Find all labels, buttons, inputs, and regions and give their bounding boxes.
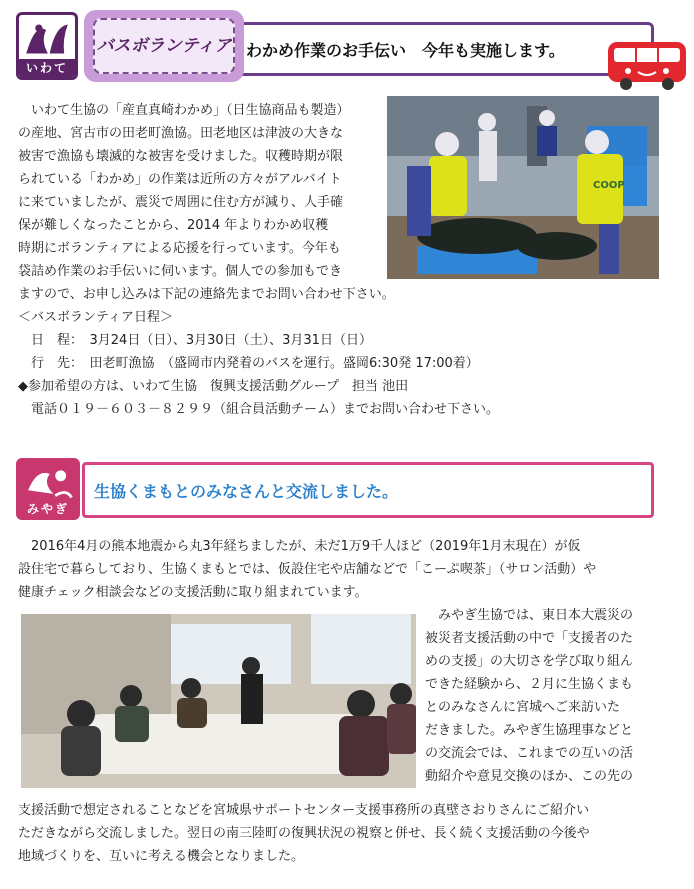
- miyagi-logo-label: みやぎ: [19, 501, 77, 517]
- paragraph-line: の産地、宮古市の田老町漁協。田老地区は津波の大きな: [18, 126, 344, 141]
- iwate-logo-label: いわて: [19, 59, 75, 77]
- closing-line: 地域づくりを、互いに考える機会となりました。: [18, 849, 305, 864]
- paragraph-line: いわて生協の「産直真崎わかめ」（日生協商品も製造）: [18, 103, 350, 118]
- paragraph-line: ますので、お申し込みは下記の連絡先までお問い合わせ下さい。: [18, 287, 395, 302]
- side-line: とのみなさんに宮城へご来訪いた: [425, 700, 621, 715]
- side-line: 被災者支援活動の中で「支援者のた: [425, 631, 634, 646]
- photo-vest-label: COOP: [593, 180, 625, 191]
- section2-title: 生協くまもとのみなさんと交流しました。: [94, 482, 399, 501]
- schedule-destination: 行 先： 田老町漁協 （盛岡市内発着のバスを運行。盛岡6:30発 17:00着）: [18, 356, 479, 371]
- side-line: だきました。みやぎ生協理事などと: [425, 723, 634, 738]
- side-line: みやぎ生協では、東日本大震災の: [425, 608, 634, 623]
- intro-line: 設住宅で暮らしており、生協くまもとでは、仮設住宅や店舗などで「こーぷ喫茶」（サロン活動）や: [18, 562, 597, 577]
- side-line: の交流会では、これまでの互いの活: [425, 746, 634, 761]
- bus-volunteer-tag: バスボランティア: [93, 18, 235, 74]
- miyagi-emblem-icon: [19, 461, 77, 505]
- closing-line: 支援活動で想定されることなどを宮城県サポートセンター支援事務所の真壁さおりさんにご紹介い: [18, 803, 590, 818]
- paragraph-line: 袋詰め作業のお手伝いに伺います。個人での参加もでき: [18, 264, 342, 279]
- side-line: できた経験から、２月に生協くまも: [425, 677, 634, 692]
- intro-line: 2016年4月の熊本地震から丸3年経ちましたが、未だ1万9千人ほど（2019年1月末現在）が仮: [18, 539, 581, 554]
- contact-phone: 電話０１９－６０３－８２９９（組合員活動チーム）までお問い合わせ下さい。: [18, 402, 500, 417]
- paragraph-line: 被害で漁協も壊滅的な被害を受けました。収穫時期が限: [18, 149, 344, 164]
- section2-side-text: [425, 604, 633, 788]
- side-line: 動紹介や意見交換のほか、この先の: [425, 769, 634, 784]
- iwate-emblem-icon: [19, 15, 75, 63]
- paragraph-line: 保が難しくなったことから、2014 年よりわかめ収穫: [18, 218, 329, 233]
- schedule-dates: 日 程： 3月24日（日）、3月30日（土）、3月31日（日）: [18, 333, 372, 348]
- intro-line: 健康チェック相談会などの支援活動に取り組まれています。: [18, 585, 368, 600]
- wakame-work-photo: [387, 96, 659, 279]
- section2-closing: [18, 799, 590, 868]
- contact-line: ◆参加希望の方は、いわて生協 復興支援活動グループ 担当 池田: [18, 379, 409, 394]
- paragraph-line: に来ていましたが、震災で周囲に住む方が減り、人手確: [18, 195, 344, 210]
- paragraph-line: られている「わかめ」の作業は近所の方々がアルバイト: [18, 172, 342, 187]
- iwate-logo: [16, 12, 78, 80]
- schedule-heading: ＜バスボランティア日程＞: [18, 310, 173, 325]
- section1-title: わかめ作業のお手伝い 今年も実施します。: [246, 41, 565, 60]
- closing-line: ただきながら交流しました。翌日の南三陸町の復興状況の視察と併せ、長く続く支援活動の今後や: [18, 826, 590, 841]
- paragraph-line: 時期にボランティアによる応援を行っています。今年も: [18, 241, 341, 256]
- miyagi-logo: [16, 458, 80, 520]
- exchange-meeting-photo: [21, 614, 416, 788]
- bus-icon: [604, 36, 690, 92]
- section2-intro: [18, 535, 596, 604]
- side-line: めの支援」の大切さを学び取り組ん: [425, 654, 634, 669]
